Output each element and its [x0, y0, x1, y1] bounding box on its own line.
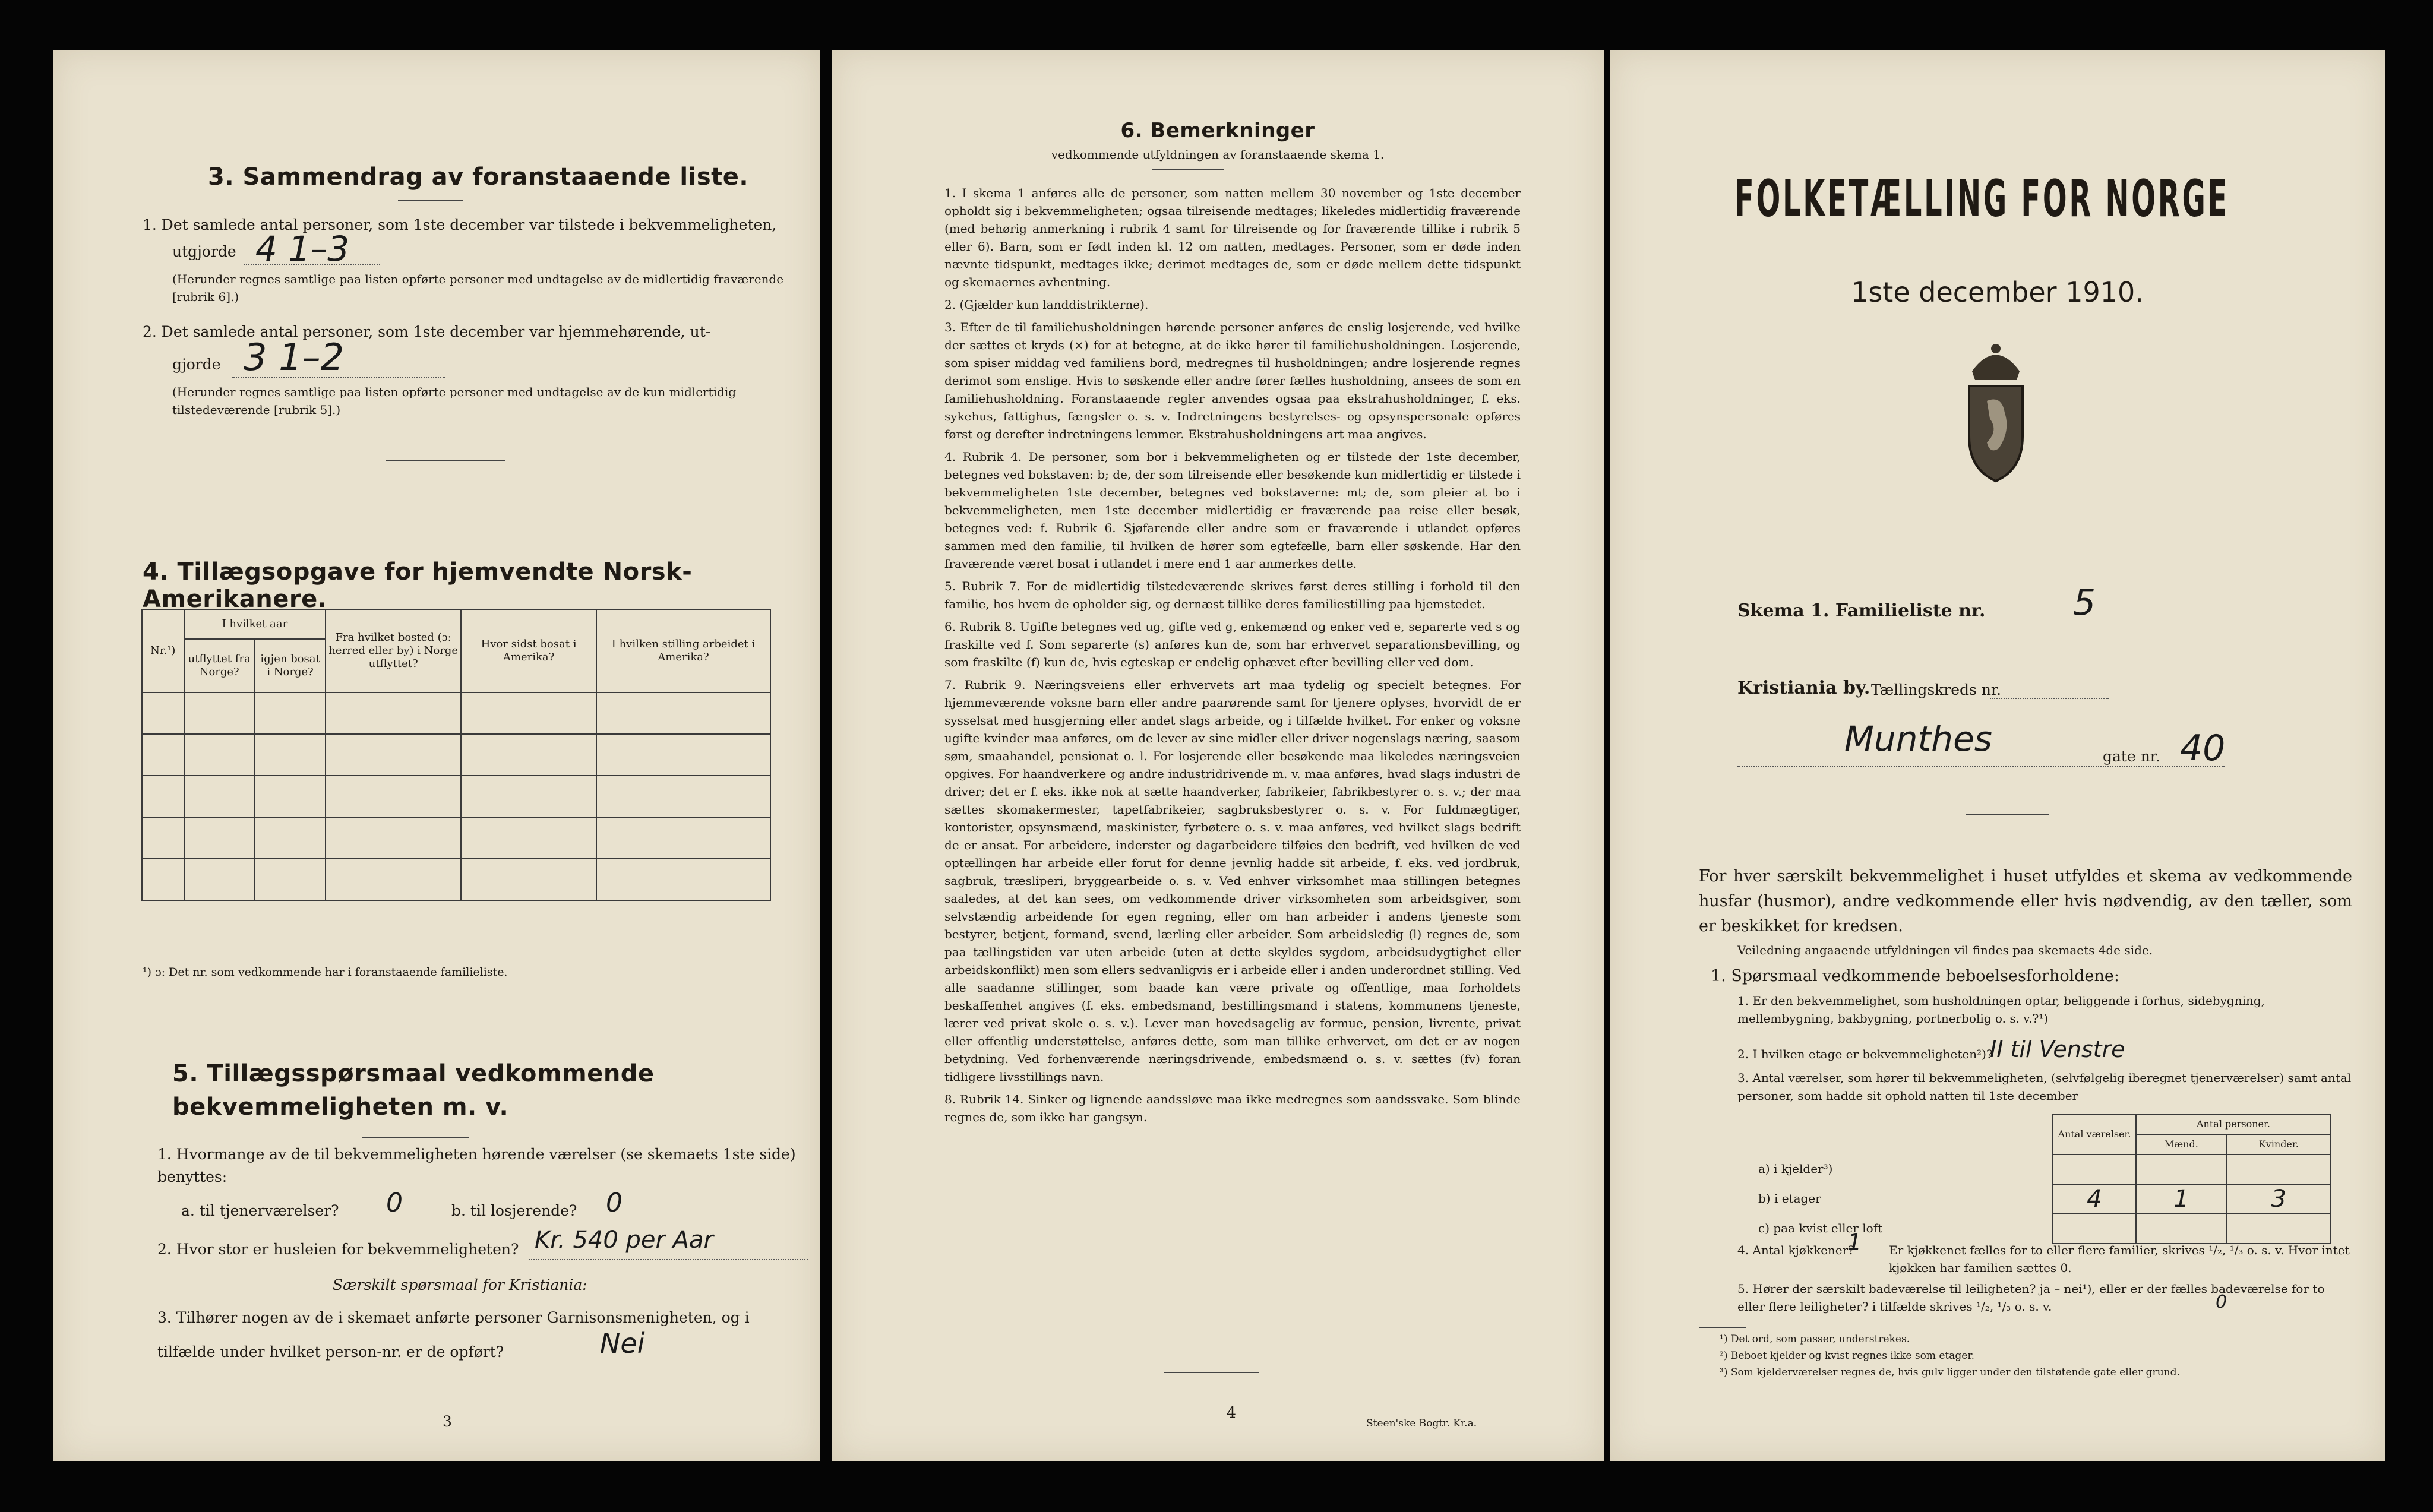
row-c-label: c) paa kvist eller loft [1758, 1221, 1883, 1235]
col-returned: igjen bosat i Norge? [255, 639, 326, 692]
sec5-q1b-label: b. til losjerende? [451, 1202, 577, 1219]
q1-4-text: Er kjøkkenet fælles for to eller flere familier, skrives ¹/₂, ¹/₃ o. s. v. Hvor intet kjøkken har familien sættes 0. [1889, 1243, 2350, 1275]
dotted-line [529, 1259, 808, 1260]
page-number-4: 4 [1227, 1404, 1236, 1421]
sec3-item1-label: utgjorde [172, 243, 236, 260]
sec3-item1: 1. Det samlede antal personer, som 1ste december var tilstede i bekvemmeligheten, [143, 216, 777, 233]
sec5-q2-label: 2. Hvor stor er husleien for bekvemmeligheten? [157, 1241, 519, 1258]
q1-heading: 1. Spørsmaal vedkommende beboelsesforholdene: [1711, 967, 2119, 985]
kristiania-heading: Særskilt spørsmaal for Kristiania: [333, 1276, 587, 1293]
row-a-label: a) i kjelder³) [1758, 1162, 1833, 1176]
schema-number: 5 [2073, 582, 2096, 624]
gate-label: gate nr. [2103, 748, 2160, 765]
remarks-subtitle: vedkommende utfyldningen av foranstaaende skema 1. [1051, 147, 1385, 162]
q1-4-value: 1 [1847, 1229, 1862, 1255]
remark-1: 1. I skema 1 anføres alle de personer, som natten mellem 30 november og 1ste december opholdt sig i bekvemmeligheten; ogsaa tilreisende medtages; likeledes midlertidig fraværende (med behørig anmerkning i rubrik 4 samt for tilreisende og for fraværende tillike i rubrik 5 eller 6). Barn, som er født inden kl. 12 om natten, medtages. Personer, som er døde inden nævnte tidspunkt, medtages ikke; derimot medtages de, som er døde mellem dette tidspunkt og skemaernes avhentning. [944, 186, 1521, 289]
footnote-3: ³) Som kjelderværelser regnes de, hvis gulv ligger under den tilstøtende gate eller grund. [1720, 1367, 2180, 1378]
dotted-line [244, 264, 380, 265]
row-b-women: 3 [2227, 1184, 2331, 1214]
census-date: 1ste december 1910. [1851, 276, 2144, 308]
section5-title: 5. Tillægsspørsmaal vedkommende bekvemmeligheten m. v. [172, 1060, 655, 1121]
city-label: Kristiania by. [1737, 678, 1870, 698]
remark-4: 4. Rubrik 4. De personer, som bor i bekvemmeligheten og er tilstede der 1ste december, betegnes ved bokstaven: b; de, der som tilreisende eller besøkende kun midlertidig er tilstede i bekvemmeligheten 1ste december, betegnes ved bokstaverne: mt; de, som pleier at bo i bekvemmeligheten, men 1ste december midlertidig er fraværende paa reise eller besøk, betegnes ved: f. Rubrik 6. Sjøfarende eller andre som er fraværende i utlandet opføres sammen med den familie, til hvilken de hører som egtefælle, barn eller søskende. Har den fraværende været bosat i utlandet i mere end 1 aar anmerkes dette. [944, 450, 1521, 571]
sec3-item2-label: gjorde [172, 356, 221, 373]
remarks-list [944, 184, 1521, 1131]
rooms-persons-table [2052, 1114, 2331, 1244]
remark-2: 2. (Gjælder kun landdistrikterne). [944, 298, 1149, 312]
footnote-2: ²) Beboet kjelder og kvist regnes ikke som etager. [1720, 1350, 1975, 1362]
q1-5-value: 0 [2216, 1292, 2227, 1312]
intro-text: For hver særskilt bekvemmelighet i huset utfyldes et skema av vedkommende husfar (husmor), andre vedkommende eller hvis nødvendig, av den tæller, som er beskikket for kredsen. [1699, 867, 2352, 935]
footnote-1: ¹) Det ord, som passer, understrekes. [1720, 1333, 1910, 1345]
middle-page [832, 50, 1604, 1461]
dotted-line [1990, 698, 2109, 699]
men-header: Mænd. [2136, 1134, 2227, 1154]
divider [1152, 169, 1224, 170]
guidance-text: Veiledning angaaende utfyldningen vil findes paa skemaets 4de side. [1737, 943, 2153, 957]
dotted-line [232, 377, 445, 378]
district-label: Tællingskreds nr. [1871, 681, 2002, 698]
remark-5: 5. Rubrik 7. For de midlertidig tilstedeværende skrives først deres stilling i forhold til den familie, hos hvem de opholder sig, og dernæst tillike deres familiestilling paa hjemstedet. [944, 579, 1521, 611]
women-header: Kvinder. [2227, 1134, 2331, 1154]
norway-coat-of-arms-icon [1945, 336, 2046, 484]
remarks-title: 6. Bemerkninger [1120, 119, 1315, 143]
sec3-item2: 2. Det samlede antal personer, som 1ste december var hjemmehørende, ut- [143, 323, 711, 340]
schema-label: Skema 1. Familieliste nr. [1737, 600, 1986, 621]
section4-title: 4. Tillægsopgave for hjemvendte Norsk-Amerikanere. [143, 558, 693, 613]
section3-title: 3. Sammendrag av foranstaaende liste. [208, 163, 749, 191]
q1-2-value: II til Venstre [1990, 1036, 2125, 1062]
sec5-q1a-value: 0 [386, 1188, 403, 1218]
q1-1: 1. Er den bekvemmelighet, som husholdningen optar, beliggende i forhus, sidebygning, mellembygning, bakbygning, portnerbolig o. s. v.?¹) [1737, 994, 2265, 1026]
persons-header: Antal personer. [2136, 1114, 2331, 1134]
remark-6: 6. Rubrik 8. Ugifte betegnes ved ug, gifte ved g, enkemænd og enker ved e, separerte ved s og fraskilte ved f. Som separerte (s) anføres kun de, som har erhvervet separationsbevilling, og som fraskilte (f) kun de, hvis egteskap er endelig ophævet efter bevilling eller ved dom. [944, 619, 1521, 669]
divider [1164, 1372, 1259, 1373]
sec3-item2-note: (Herunder regnes samtlige paa listen opførte personer med undtagelse av de kun midlertidig tilstedeværende [rubrik 5].) [172, 385, 737, 417]
street-name: Munthes [1844, 719, 1992, 759]
q1-2-label: 2. I hvilken etage er bekvemmeligheten²)? [1737, 1047, 1993, 1061]
rooms-header: Antal værelser. [2053, 1114, 2136, 1154]
sec5-q1: 1. Hvormange av de til bekvemmeligheten hørende værelser (se skemaets 1ste side) benyttes: [157, 1146, 796, 1185]
col-from: Fra hvilket bosted (ɔ: herred eller by) i Norge utflyttet? [326, 609, 461, 692]
divider [362, 1137, 469, 1138]
census-title: FOLKETÆLLING FOR NORGE [1734, 169, 2230, 229]
sec5-q2-value: Kr. 540 per Aar [535, 1226, 713, 1254]
sec5-q3: 3. Tilhører nogen av de i skemaet anførte personer Garnisonsmenigheten, og i tilfælde under hvilket person-nr. er de opført? [157, 1309, 750, 1361]
norsk-amerikanere-table [141, 609, 771, 901]
row-b-men: 1 [2136, 1184, 2227, 1214]
remark-3: 3. Efter de til familiehusholdningen hørende personer anføres de enslig losjerende, ved hvilke der sættes et kryds (×) for at betegne, at de ikke hører til familiehusholdningen. Losjerende, som spiser middag ved familiens bord, medregnes til husholdningen; andre losjerende regnes derimot som enslige. Hvis to søskende eller andre fører fælles husholdning, ansees de som en familiehusholdning. Foranstaaende regler anvendes ogsaa paa ekstrahusholdninger, f. eks. sykehus, fattighus, fængsler o. s. v. Indretningens bestyrelses- og opsynspersonale opføres først og derefter indretningens lemmer. Ekstrahusholdningens art maa angives. [944, 320, 1521, 441]
divider [386, 460, 505, 461]
sec3-item1-note: (Herunder regnes samtlige paa listen opførte personer med undtagelse av de midlertidig fraværende [rubrik 6].) [172, 272, 784, 304]
col-where: Hvor sidst bosat i Amerika? [461, 609, 596, 692]
left-page [53, 50, 820, 1461]
sec4-footnote: ¹) ɔ: Det nr. som vedkommende har i foranstaaende familieliste. [143, 966, 508, 979]
divider [1966, 814, 2049, 815]
sec5-q3-value: Nei [600, 1327, 645, 1359]
sec3-item1-value: 4 1–3 [255, 229, 350, 269]
col-nr: Nr.¹) [142, 609, 184, 692]
remark-7: 7. Rubrik 9. Næringsveiens eller erhvervets art maa tydelig og specielt betegnes. For hjemmeværende voksne barn eller andre paarørende samt for tjenere oplyses, hvorvidt de er sysselsat med husgjerning eller andet slags arbeide, og i tilfælde hvilket. For enker og voksne ugifte kvinder maa anføres, om de lever av sine midler eller driver nogenslags næring, saasom søm, smaahandel, pensionat o. l. For losjerende eller besøkende maa likeledes næringsveien opgives. For haandverkere og andre industridrivende m. v. maa anføres, hvad slags industri de driver; det er f. eks. ikke nok at sætte haandverker, fabrikeier, fabrikbestyrer o. s. v.; der maa sættes skomakermester, tapetfabrikeier, sagbruksbestyrer o. s. v. For fuldmægtiger, kontorister, opsynsmænd, maskinister, fyrbøtere o. s. v. maa anføres, ved hvilket slags bedrift de er ansat. For arbeidere, inderster og dagarbeidere tilføies den bedrift, ved hvilken de ved optællingen har arbeide eller forut for denne jevnlig hadde sit arbeide, f. eks. ved jordbruk, sagbruk, træsliperi, bryggearbeide o. s. v. Ved enhver virksomhet maa stillingen betegnes saaledes, at det kan sees, om vedkommende driver virksomheten som arbeidsgiver, som selvstændig arbeidende for egen regning, eller om han arbeider i andens tjeneste som bestyrer, betjent, formand, svend, lærling eller arbeider. Som arbeidsledig (l) regnes de, som paa tællingstiden var uten arbeide (uten at dette skyldes sygdom, arbeidsudygtighet eller arbeidskonflikt) men som ellers sedvanligvis er i arbeide eller i anden underordnet stilling. Ved alle saadanne stillinger, som baade kan være private og offentlige, maa forholdets beskaffenhet angives (f. eks. embedsmand, bestillingsmand i statens, kommunens tjeneste, lærer ved privat skole o. s. v.). Lever man hovedsagelig av formue, pension, livrente, privat eller offentlig understøttelse, anføres dette, som man tillike erhvervet, om det er av nogen betydning. Ved forhenværende næringsdrivende, embedsmænd o. s. v. sættes (fv) foran tidligere livsstillings navn. [944, 678, 1521, 1084]
col-year: I hvilket aar [184, 609, 326, 639]
divider [1699, 1327, 1746, 1328]
gate-number: 40 [2180, 727, 2226, 769]
right-page [1610, 50, 2385, 1461]
row-b-label: b) i etager [1758, 1191, 1821, 1206]
q1-4-label: 4. Antal kjøkkener? [1737, 1243, 1854, 1257]
sec3-item2-value: 3 1–2 [244, 336, 345, 379]
page-number-3: 3 [443, 1413, 452, 1430]
divider [398, 200, 463, 201]
q1-3: 3. Antal værelser, som hører til bekvemmeligheten, (selvfølgelig iberegnet tjenerværelser) samt antal personer, som hadde sit ophold natten til 1ste december [1737, 1071, 2352, 1103]
col-position: I hvilken stilling arbeidet i Amerika? [596, 609, 770, 692]
col-emigrated: utflyttet fra Norge? [184, 639, 255, 692]
row-b-rooms: 4 [2053, 1184, 2136, 1214]
remark-8: 8. Rubrik 14. Sinker og lignende aandssløve maa ikke medregnes som aandssvake. Som blinde regnes de, som ikke har gangsyn. [944, 1092, 1521, 1124]
sec5-q1b-value: 0 [606, 1188, 623, 1218]
q1-5: 5. Hører der særskilt badeværelse til leiligheten? ja – nei¹), eller er der fælles badeværelse for to eller flere leiligheter? i tilfælde skrives ¹/₂, ¹/₃ o. s. v. [1737, 1282, 2325, 1314]
printer-credit: Steen'ske Bogtr. Kr.a. [1366, 1418, 1477, 1429]
sec5-q1a-label: a. til tjenerværelser? [181, 1202, 339, 1219]
